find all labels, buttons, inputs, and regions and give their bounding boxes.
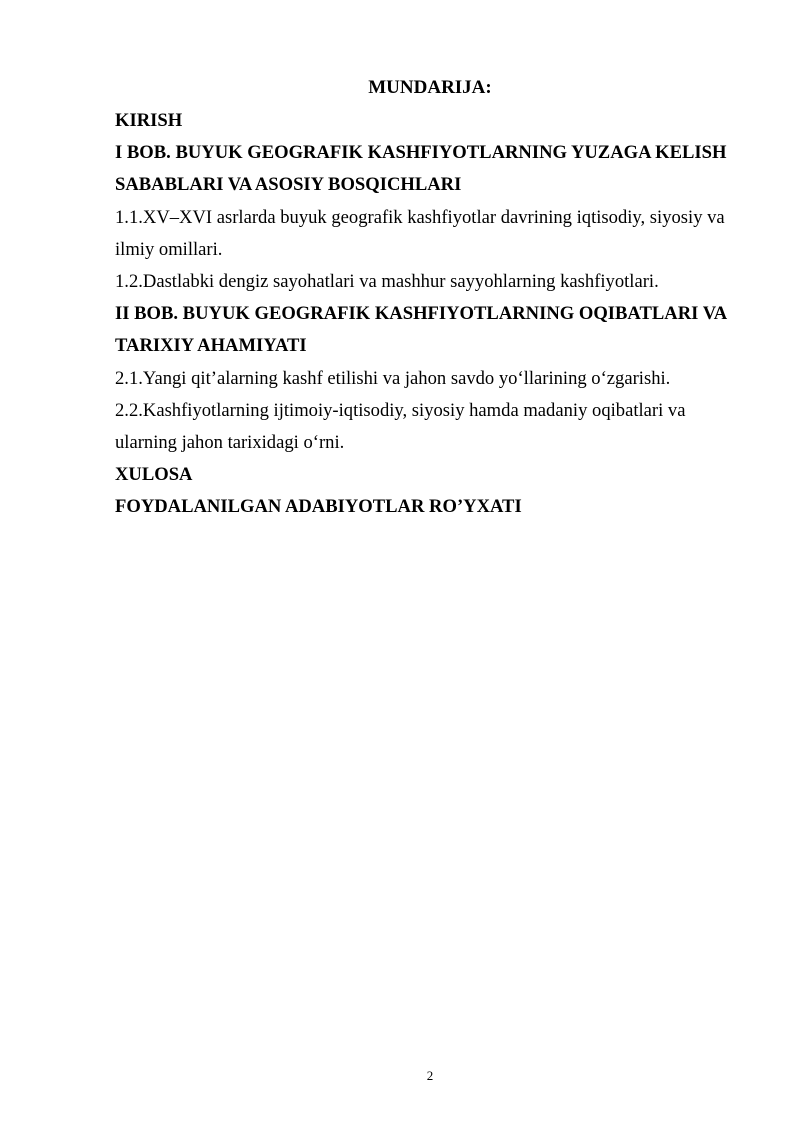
toc-entry-section-1-1-line-1: 1.1.XV–XVI asrlarda buyuk geografik kashfiyotlar davrining iqtisodiy, siyosiy va — [115, 206, 725, 228]
toc-entry-references: FOYDALANILGAN ADABIYOTLAR RO’YXATI — [115, 496, 522, 518]
toc-entry-kirish: KIRISH — [115, 110, 183, 131]
toc-entry-chapter-2-line-2: TARIXIY AHAMIYATI — [115, 335, 307, 357]
toc-entry-chapter-1-line-2: SABABLARI VA ASOSIY BOSQICHLARI — [115, 174, 462, 196]
page-title: MUNDARIJA: — [368, 77, 492, 98]
toc-entry-chapter-2-line-1: II BOB. BUYUK GEOGRAFIK KASHFIYOTLARNING OQIBATLARI VA — [115, 303, 728, 325]
toc-entry-chapter-1-line-1: I BOB. BUYUK GEOGRAFIK KASHFIYOTLARNING YUZAGA KELISH — [115, 142, 727, 164]
page-number: 2 — [426, 1068, 434, 1083]
toc-entry-section-2-2-line-2: ularning jahon tarixidagi o‘rni. — [115, 432, 345, 454]
table-of-contents — [115, 105, 740, 524]
toc-entry-section-1-2: 1.2.Dastlabki dengiz sayohatlari va mashhur sayyohlarning kashfiyotlari. — [115, 271, 659, 293]
toc-entry-section-2-2-line-1: 2.2.Kashfiyotlarning ijtimoiy-iqtisodiy, siyosiy hamda madaniy oqibatlari va — [115, 399, 686, 421]
toc-entry-xulosa: XULOSA — [115, 464, 193, 486]
toc-entry-section-2-1: 2.1.Yangi qit’alarning kashf etilishi va jahon savdo yo‘llarining o‘zgarishi. — [115, 367, 671, 389]
toc-entry-section-1-1-line-2: ilmiy omillari. — [115, 238, 223, 260]
